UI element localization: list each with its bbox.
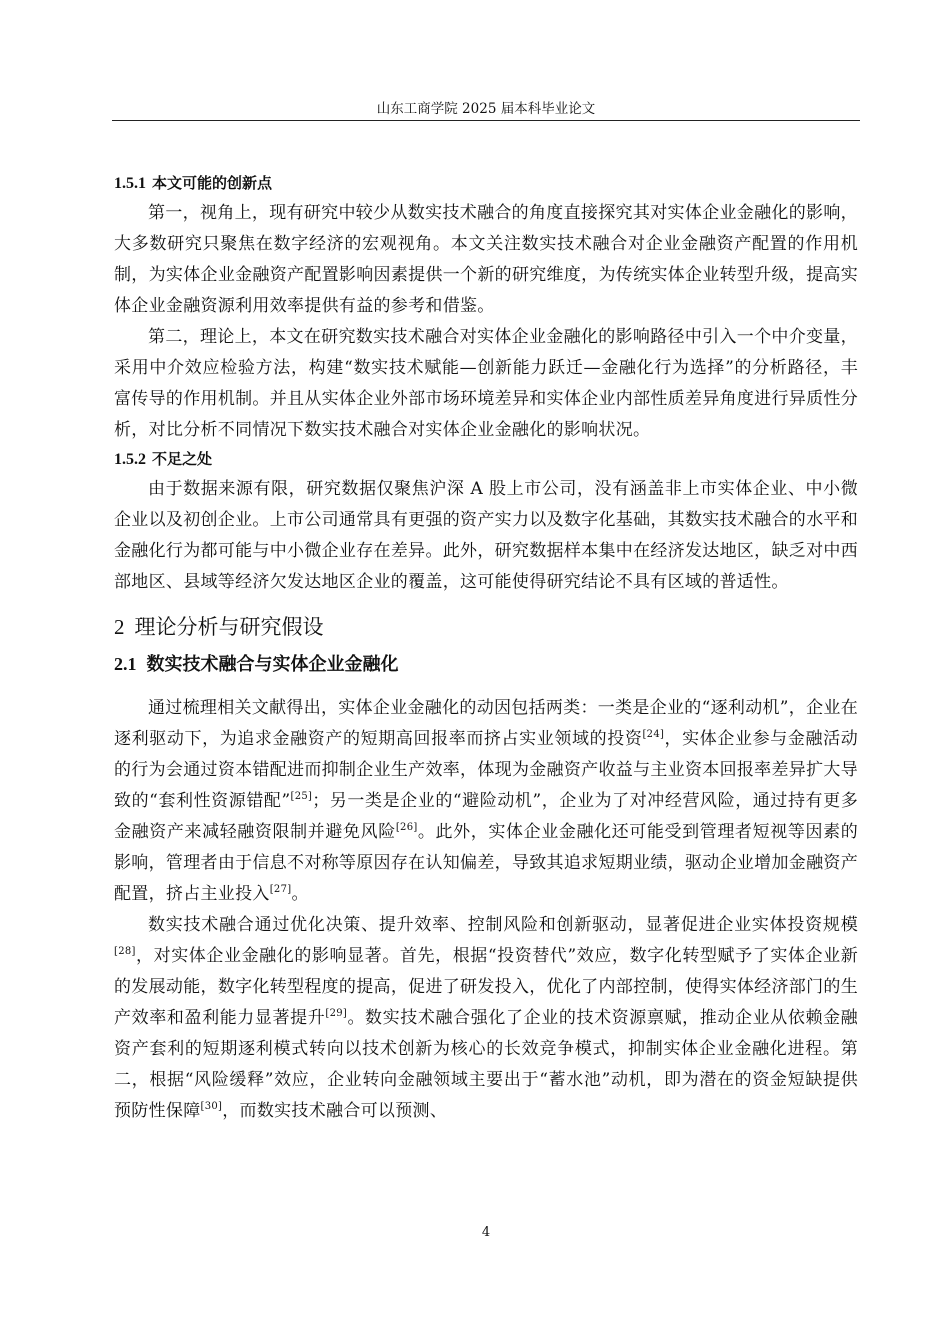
citation: [28]: [114, 946, 136, 957]
section-title: 数实技术融合与实体企业金融化: [146, 654, 399, 675]
paragraph: [114, 910, 858, 1127]
citation: [25]: [290, 791, 313, 802]
text-run: ，而数实技术融合可以预测、: [222, 1101, 448, 1121]
citation: [30]: [200, 1101, 223, 1112]
section-heading-2-1: [114, 650, 858, 679]
chapter-number: 2: [114, 615, 125, 639]
text-run: 通过梳理相关文献得出，实体企业金融化的动因包括两类：一类是企业的“逐利动机”，企业在逐利驱动下，为追求金融资产的短期高回报率而挤占实业领域的投资: [114, 698, 858, 749]
citation: [24]: [642, 729, 665, 740]
section-number: 1.5.2: [114, 451, 146, 468]
paragraph: 第一，视角上，现有研究中较少从数实技术融合的角度直接探究其对实体企业金融化的影响，大多数研究只聚焦在数字经济的宏观视角。本文关注数实技术融合对企业金融资产配置的作用机制，为实体企业金融资产配置影响因素提供一个新的研究维度，为传统实体企业转型升级，提高实体企业金融资源利用效率提供有益的参考和借鉴。: [114, 203, 858, 316]
chapter-title: 理论分析与研究假设: [134, 615, 324, 639]
section-title: 本文可能的创新点: [152, 174, 273, 192]
text-run: ；另一类是企业的“避险动机”，企业为了对冲经营风险，通过持有更多金融资产来减轻融资限制并避免风险: [114, 791, 858, 842]
section-number: 2.1: [114, 654, 137, 674]
section-heading-1-5-1: [114, 172, 858, 195]
text-run: 。此外，实体企业金融化还可能受到管理者短视等因素的影响，管理者由于信息不对称等原因存在认知偏差，导致其追求短期业绩，驱动企业增加金融资产配置，挤占主业投入: [114, 822, 858, 904]
text-run: ，对实体企业金融化的影响显著。首先，根据“投资替代”效应，数字化转型赋予了实体企业新的发展动能，数字化转型程度的提高，促进了研发投入，优化了内部控制，使得实体经济部门的生产效率和盈利能力显著提升: [114, 946, 858, 1028]
paragraph: 由于数据来源有限，研究数据仅聚焦沪深 A 股上市公司，没有涵盖非上市实体企业、中小微企业以及初创企业。上市公司通常具有更强的资产实力以及数字化基础，其数实技术融合的水平和金融化行为都可能与中小微企业存在差异。此外，研究数据样本集中在经济发达地区，缺乏对中西部地区、县域等经济欠发达地区企业的覆盖，这可能使得研究结论不具有区域的普适性。: [114, 479, 858, 592]
section-number: 1.5.1: [114, 175, 146, 192]
section-heading-1-5-2: [114, 448, 858, 471]
running-header: 山东工商学院 2025 届本科毕业论文: [376, 101, 596, 117]
header-rule: [112, 120, 860, 121]
paragraph: 第二，理论上，本文在研究数实技术融合对实体企业金融化的影响路径中引入一个中介变量，采用中介效应检验方法，构建“数实技术赋能—创新能力跃迁—金融化行为选择”的分析路径，丰富传导的作用机制。并且从实体企业外部市场环境差异和实体企业内部性质差异角度进行异质性分析，对比分析不同情况下数实技术融合对实体企业金融化的影响状况。: [114, 327, 858, 440]
paragraph: [114, 693, 858, 910]
text-run: 数实技术融合通过优化决策、提升效率、控制风险和创新驱动，显著促进企业实体投资规模: [148, 915, 858, 935]
citation: [26]: [395, 822, 418, 833]
page-number: 4: [481, 1225, 491, 1240]
text-run: ，实体企业参与金融活动的行为会通过资本错配进而抑制企业生产效率，体现为金融资产收益与主业资本回报率差异扩大导致的“套利性资源错配”: [114, 729, 858, 811]
page-body: [114, 172, 858, 1127]
chapter-heading-2: [114, 612, 858, 642]
text-run: 。: [291, 884, 309, 904]
text-run: 。数实技术融合强化了企业的技术资源禀赋，推动企业从依赖金融资产套利的短期逐利模式转向以技术创新为核心的长效竞争模式，抑制实体企业金融化进程。第二，根据“风险缓释”效应，企业转向金融领域主要出于“蓄水池”动机，即为潜在的资金短缺提供预防性保障: [114, 1008, 858, 1121]
citation: [27]: [269, 884, 292, 895]
citation: [29]: [325, 1008, 348, 1019]
section-title: 不足之处: [152, 450, 213, 468]
